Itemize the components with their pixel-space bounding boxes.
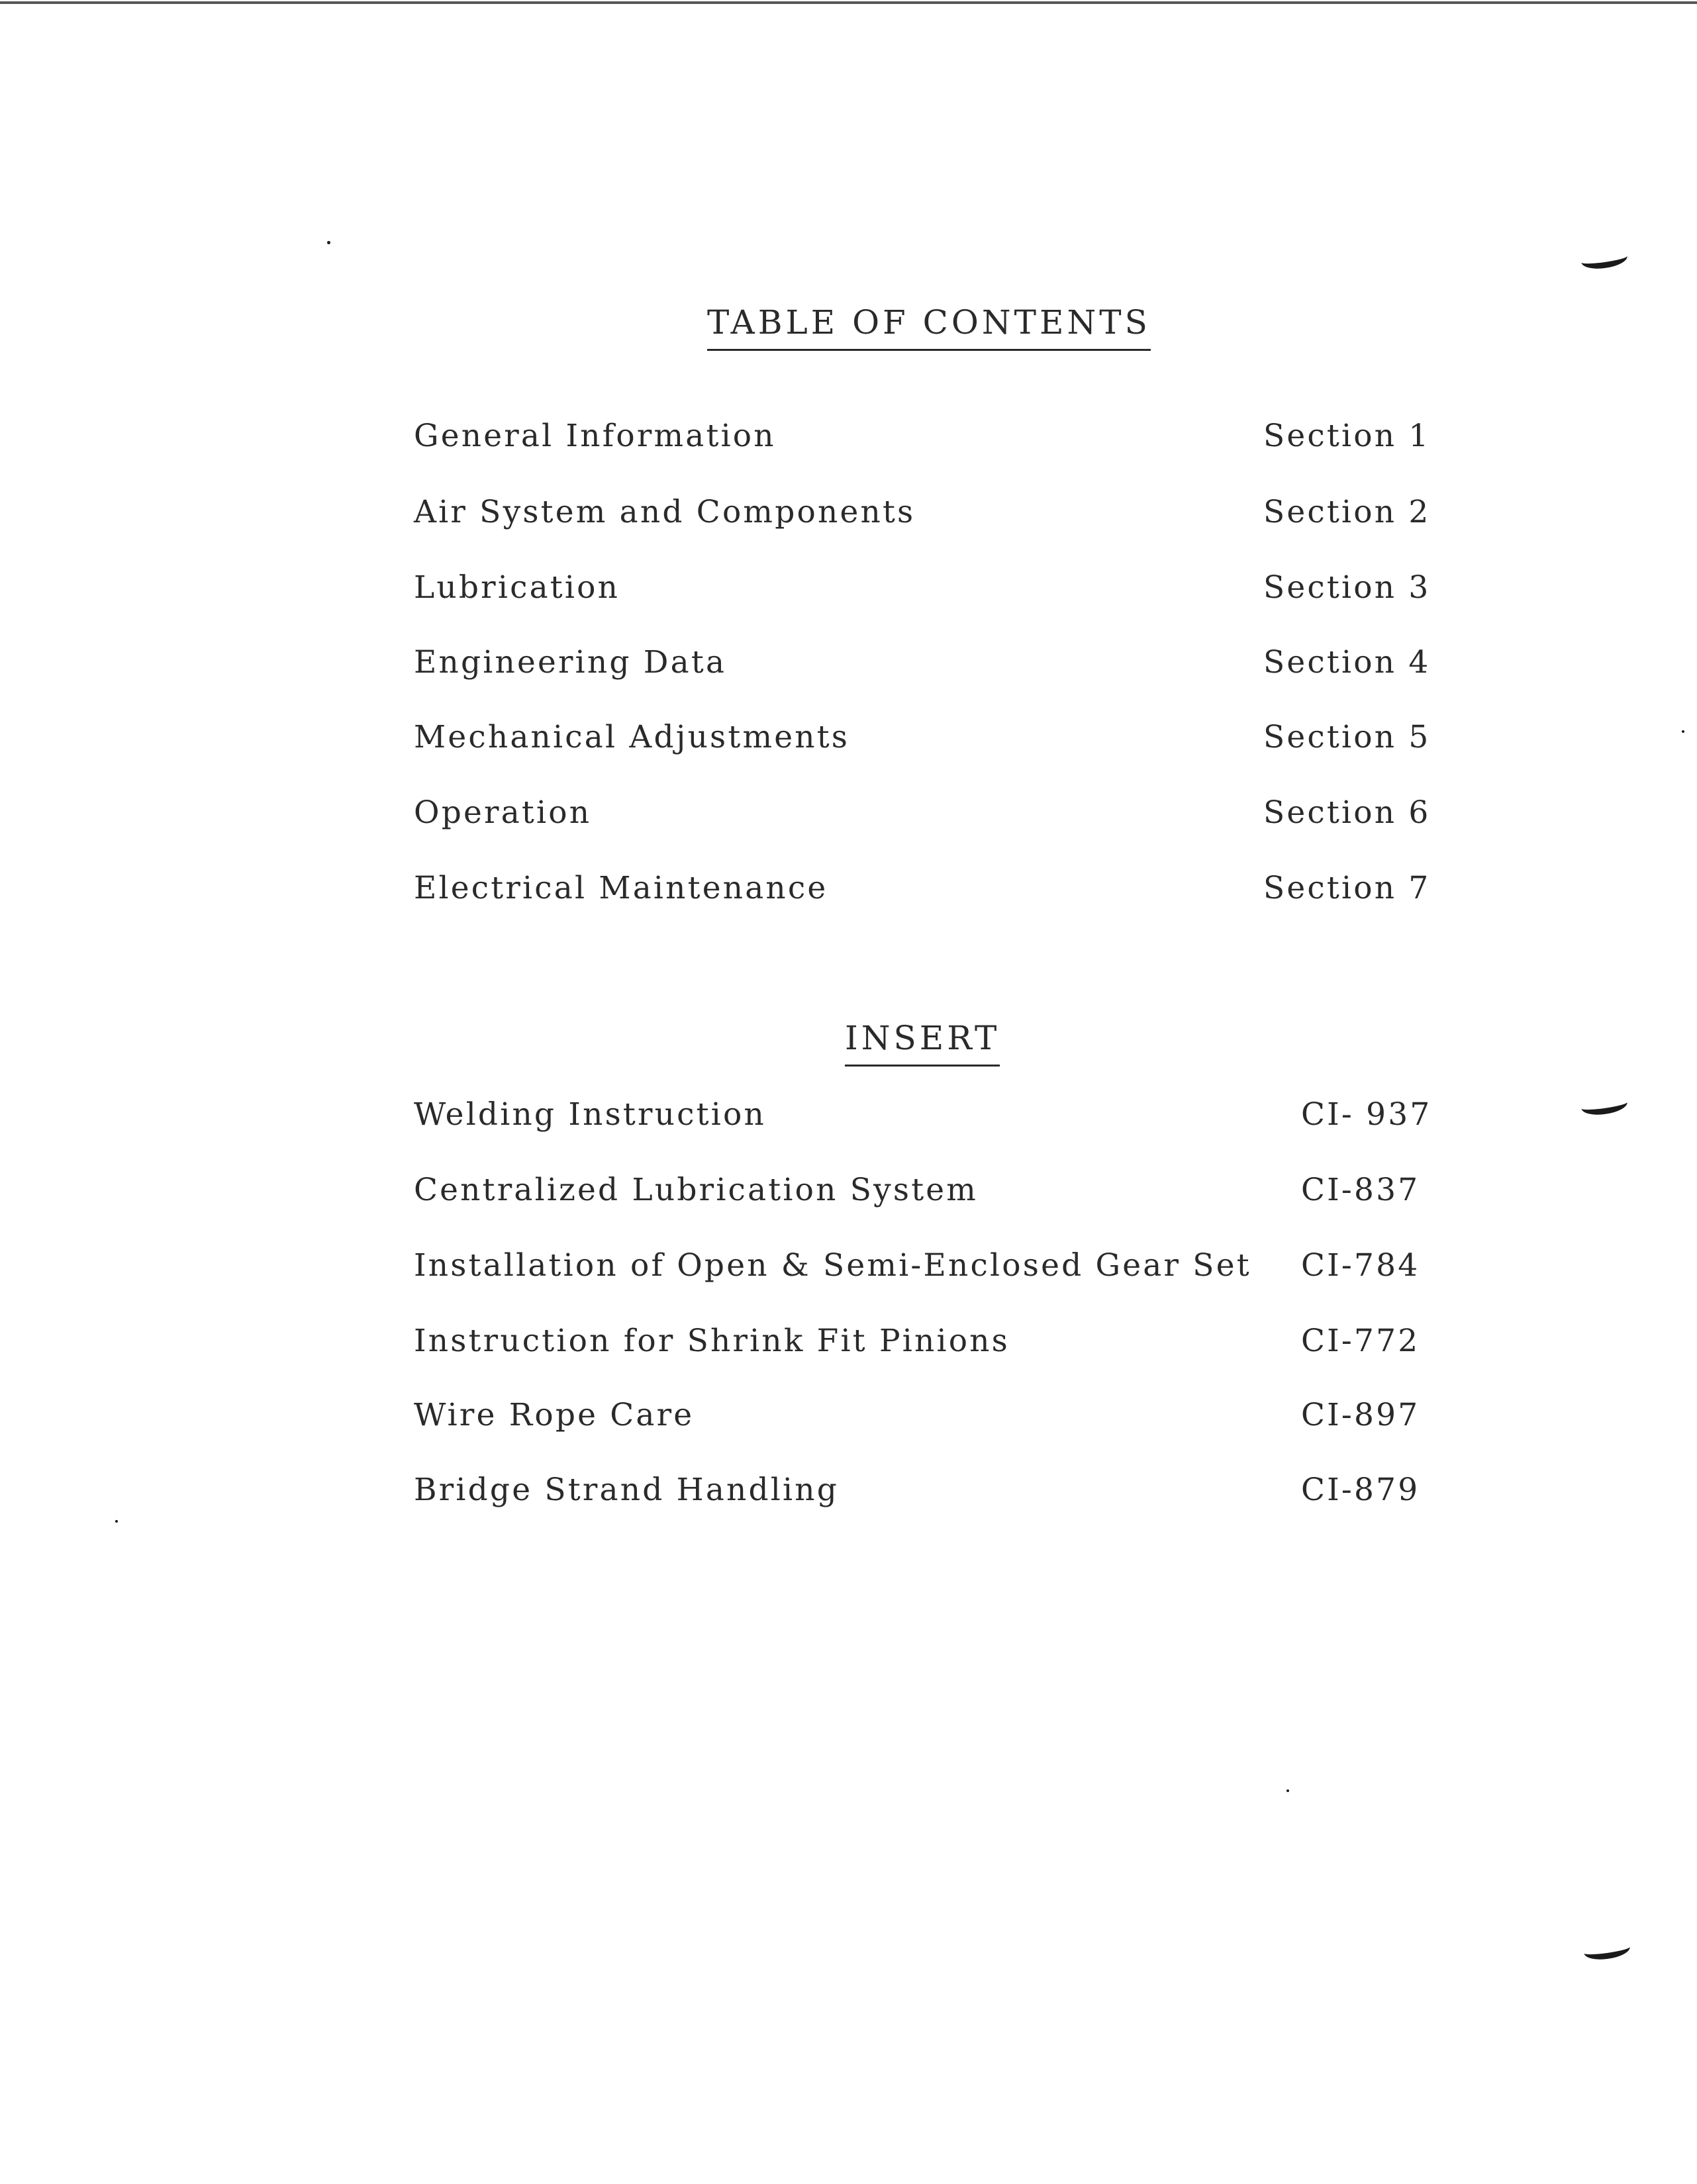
insert-row-ref: CI-784 — [1301, 1247, 1420, 1284]
scan-speck — [1682, 730, 1684, 733]
toc-row-title: Engineering Data — [414, 644, 727, 681]
toc-row-section: Section 3 — [1263, 569, 1431, 606]
toc-row-title: Air System and Components — [414, 494, 916, 530]
toc-row-section: Section 4 — [1263, 644, 1431, 681]
binder-hole-shadow — [1582, 1938, 1631, 1962]
insert-row-title: Installation of Open & Semi-Enclosed Gear Set — [414, 1247, 1251, 1284]
toc-row-section: Section 7 — [1263, 870, 1431, 906]
toc-row-section: Section 1 — [1263, 418, 1431, 454]
top-edge-rule — [0, 1, 1697, 4]
insert-heading — [845, 1021, 1000, 1055]
insert-row-title: Bridge Strand Handling — [414, 1472, 840, 1508]
toc-heading — [707, 303, 1151, 342]
insert-row-ref: CI-879 — [1301, 1472, 1420, 1508]
toc-heading-text: TABLE OF CONTENTS — [707, 303, 1151, 342]
scan-speck — [327, 241, 330, 244]
insert-row-title: Wire Rope Care — [414, 1397, 695, 1433]
scan-speck — [115, 1520, 118, 1523]
insert-row-title: Centralized Lubrication System — [414, 1172, 979, 1208]
scan-speck — [1286, 1789, 1289, 1792]
insert-row-ref: CI-772 — [1301, 1323, 1420, 1359]
binder-hole-shadow — [1580, 1093, 1628, 1117]
toc-row-title: Lubrication — [414, 569, 620, 606]
insert-heading-underline — [845, 1065, 1000, 1067]
toc-row-section: Section 6 — [1263, 794, 1431, 831]
insert-row-ref: CI-837 — [1301, 1172, 1420, 1208]
toc-row-section: Section 5 — [1263, 719, 1431, 755]
toc-row-section: Section 2 — [1263, 494, 1431, 530]
binder-hole-shadow — [1580, 247, 1628, 271]
toc-heading-underline — [707, 349, 1151, 351]
toc-row-title: Operation — [414, 794, 592, 831]
insert-row-title: Instruction for Shrink Fit Pinions — [414, 1323, 1010, 1359]
insert-row-title: Welding Instruction — [414, 1096, 766, 1133]
toc-row-title: Electrical Maintenance — [414, 870, 828, 906]
toc-row-title: General Information — [414, 418, 776, 454]
insert-row-ref: CI-897 — [1301, 1397, 1420, 1433]
toc-row-title: Mechanical Adjustments — [414, 719, 850, 755]
insert-heading-text: INSERT — [845, 1019, 1000, 1057]
insert-row-ref: CI- 937 — [1301, 1096, 1432, 1133]
